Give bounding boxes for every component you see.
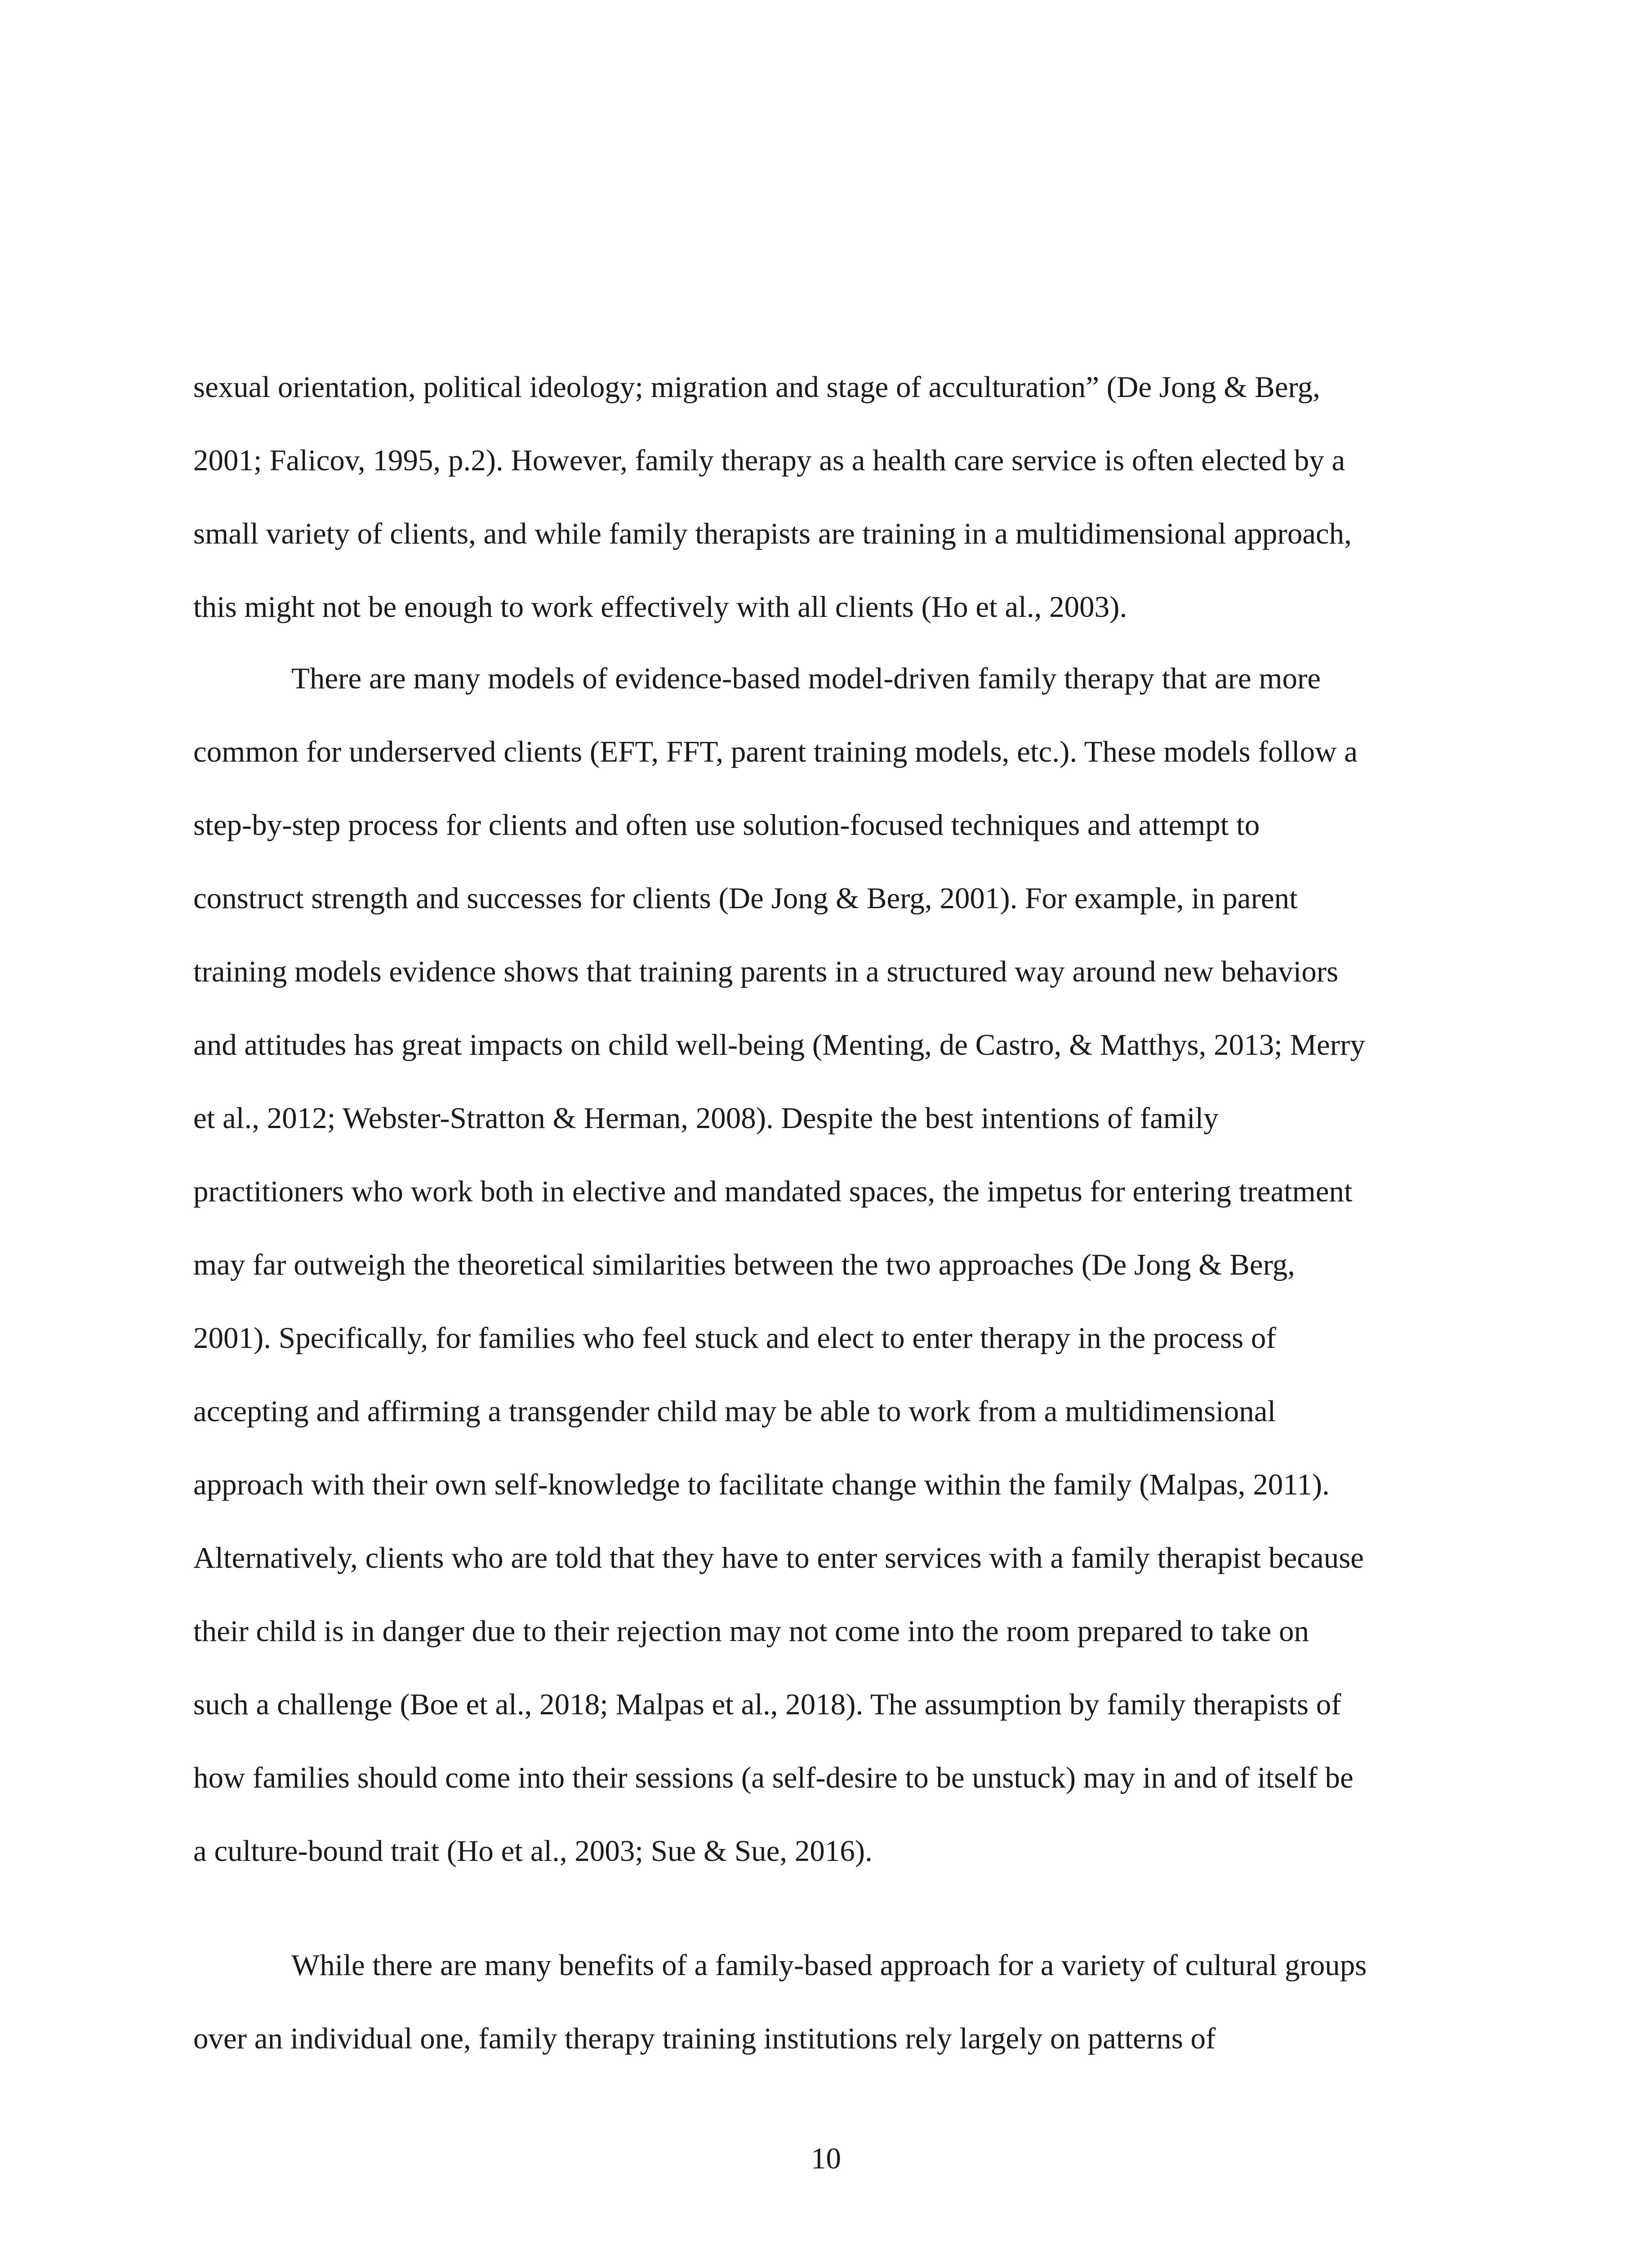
text-line: training models evidence shows that training parents in a structured way around new behaviors (193, 955, 1339, 988)
paragraph-2 (193, 642, 1452, 1888)
text-line: 2001; Falicov, 1995, p.2). However, family therapy as a health care service is often elected by a (193, 444, 1345, 477)
text-line: over an individual one, family therapy training institutions rely largely on patterns of (193, 2022, 1216, 2055)
paragraph-1 (193, 351, 1452, 644)
text-line: common for underserved clients (EFT, FFT, parent training models, etc.). These models follow a (193, 735, 1358, 768)
text-line: a culture-bound trait (Ho et al., 2003; Sue & Sue, 2016). (193, 1834, 873, 1868)
text-line: their child is in danger due to their rejection may not come into the room prepared to take on (193, 1615, 1309, 1648)
text-line: this might not be enough to work effectively with all clients (Ho et al., 2003). (193, 590, 1127, 624)
text-line: small variety of clients, and while family therapists are training in a multidimensional approach, (193, 517, 1352, 550)
page-number: 10 (811, 2142, 841, 2175)
text-line: such a challenge (Boe et al., 2018; Malpas et al., 2018). The assumption by family therapists of (193, 1688, 1341, 1721)
text-line: step-by-step process for clients and often use solution-focused techniques and attempt to (193, 808, 1260, 842)
text-line: et al., 2012; Webster-Stratton & Herman, 2008). Despite the best intentions of family (193, 1102, 1219, 1135)
paragraph-3 (193, 1929, 1452, 2075)
text-line: how families should come into their sessions (a self-desire to be unstuck) may in and of itself be (193, 1761, 1354, 1794)
text-line: and attitudes has great impacts on child well-being (Menting, de Castro, & Matthys, 2013; Merry (193, 1028, 1365, 1062)
text-line: sexual orientation, political ideology; migration and stage of acculturation” (De Jong & Berg, (193, 370, 1320, 404)
text-line: practitioners who work both in elective and mandated spaces, the impetus for entering treatment (193, 1175, 1353, 1208)
text-line: construct strength and successes for clients (De Jong & Berg, 2001). For example, in parent (193, 882, 1298, 915)
text-line: 2001). Specifically, for families who feel stuck and elect to enter therapy in the process of (193, 1321, 1276, 1355)
text-line: may far outweigh the theoretical similarities between the two approaches (De Jong & Berg, (193, 1248, 1295, 1281)
text-line: accepting and affirming a transgender child may be able to work from a multidimensional (193, 1395, 1276, 1428)
text-line: Alternatively, clients who are told that they have to enter services with a family therapist because (193, 1541, 1364, 1574)
text-line: While there are many benefits of a family-based approach for a variety of cultural groups (291, 1949, 1367, 1982)
text-line: There are many models of evidence-based model-driven family therapy that are more (291, 662, 1321, 695)
text-line: approach with their own self-knowledge to facilitate change within the family (Malpas, 2011). (193, 1468, 1330, 1501)
